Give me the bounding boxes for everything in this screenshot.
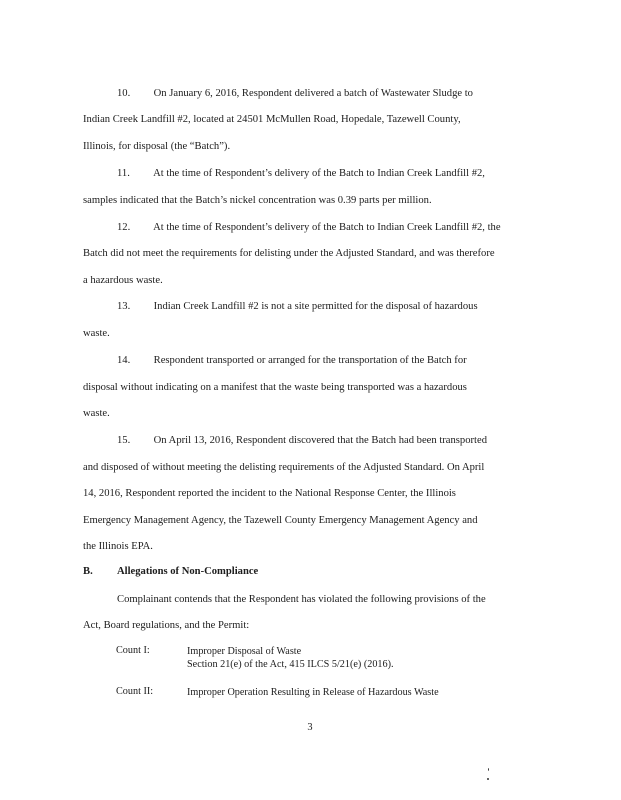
paragraph-12-line-1: 12. At the time of Respondent’s delivery of the Batch to Indian Creek Landfill #2, the bbox=[117, 222, 501, 233]
paragraph-13-line-2: waste. bbox=[83, 328, 110, 339]
paragraph-number: 13. bbox=[117, 301, 131, 312]
intro-line-2: Act, Board regulations, and the Permit: bbox=[83, 620, 250, 631]
scan-speck bbox=[487, 778, 489, 780]
count-1-label: Count I: bbox=[116, 645, 150, 656]
count-1-title: Improper Disposal of Waste bbox=[187, 646, 302, 657]
paragraph-10-line-1: 10. On January 6, 2016, Respondent delivered a batch of Wastewater Sludge to bbox=[117, 88, 473, 99]
paragraph-14-line-3: waste. bbox=[83, 408, 110, 419]
paragraph-13-line-1: 13. Indian Creek Landfill #2 is not a site permitted for the disposal of hazardous bbox=[117, 301, 478, 312]
section-heading bbox=[83, 566, 258, 577]
paragraph-12-line-2: Batch did not meet the requirements for delisting under the Adjusted Standard, and was therefore bbox=[83, 248, 495, 259]
paragraph-14-line-1: 14. Respondent transported or arranged for the transportation of the Batch for bbox=[117, 355, 467, 366]
section-letter: B. bbox=[83, 566, 93, 577]
paragraph-15-line-5: the Illinois EPA. bbox=[83, 541, 153, 552]
paragraph-14-line-2: disposal without indicating on a manifest that the waste being transported was a hazardous bbox=[83, 382, 467, 393]
paragraph-15-line-3: 14, 2016, Respondent reported the incident to the National Response Center, the Illinois bbox=[83, 488, 456, 499]
paragraph-11-line-1: 11. At the time of Respondent’s delivery of the Batch to Indian Creek Landfill #2, bbox=[117, 168, 485, 179]
section-title: Allegations of Non-Compliance bbox=[117, 566, 259, 577]
paragraph-number: 11. bbox=[117, 168, 130, 179]
paragraph-15-line-1: 15. On April 13, 2016, Respondent discovered that the Batch had been transported bbox=[117, 435, 487, 446]
paragraph-12-line-3: a hazardous waste. bbox=[83, 275, 163, 286]
paragraph-number: 15. bbox=[117, 435, 131, 446]
intro-line-1: Complainant contends that the Respondent has violated the following provisions of the bbox=[117, 594, 486, 605]
count-1-citation: Section 21(e) of the Act, 415 ILCS 5/21(e) (2016). bbox=[187, 659, 394, 670]
paragraph-10-line-3: Illinois, for disposal (the “Batch”). bbox=[83, 141, 231, 152]
paragraph-11-line-2: samples indicated that the Batch’s nickel concentration was 0.39 parts per million. bbox=[83, 195, 432, 206]
paragraph-10-line-2: Indian Creek Landfill #2, located at 24501 McMullen Road, Hopedale, Tazewell County, bbox=[83, 114, 461, 125]
paragraph-number: 14. bbox=[117, 355, 131, 366]
count-2-label: Count II: bbox=[116, 686, 154, 697]
paragraph-15-line-2: and disposed of without meeting the delisting requirements of the Adjusted Standard. On April bbox=[83, 462, 485, 473]
scan-speck bbox=[488, 768, 489, 771]
paragraph-number: 12. bbox=[117, 222, 131, 233]
page-number: 3 bbox=[307, 722, 313, 733]
paragraph-15-line-4: Emergency Management Agency, the Tazewell County Emergency Management Agency and bbox=[83, 515, 478, 526]
paragraph-number: 10. bbox=[117, 88, 131, 99]
count-2-title: Improper Operation Resulting in Release of Hazardous Waste bbox=[187, 687, 439, 698]
